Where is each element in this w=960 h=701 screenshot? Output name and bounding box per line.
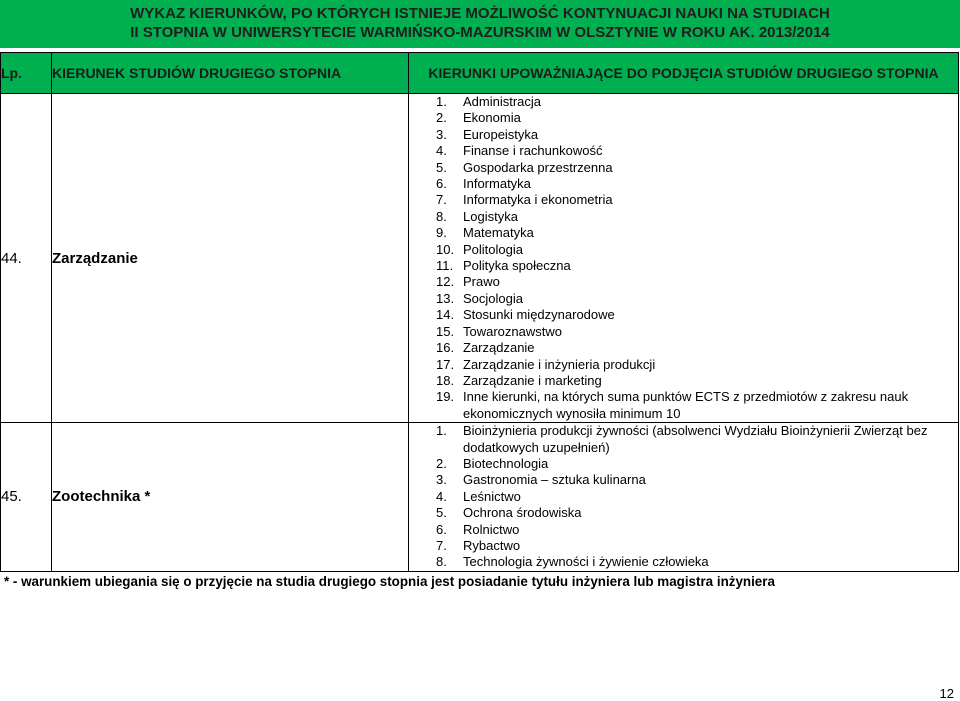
list-item-text: Rybactwo bbox=[463, 537, 521, 553]
list-item-text: Ekonomia bbox=[463, 110, 521, 126]
list-item-text: Informatyka i ekonometria bbox=[463, 192, 613, 208]
table-row bbox=[1, 423, 959, 572]
list-item bbox=[409, 160, 958, 176]
list-item-text: Gospodarka przestrzenna bbox=[463, 159, 613, 175]
list-item bbox=[409, 274, 958, 290]
list-item bbox=[409, 554, 958, 570]
list-item bbox=[409, 307, 958, 323]
column-header-lp: Lp. bbox=[1, 53, 52, 94]
list-item-text: Europeistyka bbox=[463, 126, 539, 142]
list-item-text: Rolnictwo bbox=[463, 521, 520, 537]
list-item-text: Socjologia bbox=[463, 290, 523, 306]
list-item bbox=[409, 389, 958, 422]
list-item bbox=[409, 209, 958, 225]
list-item-number: 8. bbox=[436, 554, 447, 570]
eligible-programs-list bbox=[409, 423, 958, 571]
table-row bbox=[1, 94, 959, 423]
row-number: 44. bbox=[1, 94, 52, 423]
list-item bbox=[409, 505, 958, 521]
list-item-number: 2. bbox=[436, 455, 447, 471]
list-item bbox=[409, 291, 958, 307]
list-item-number: 1. bbox=[436, 423, 447, 439]
list-item-number: 7. bbox=[436, 192, 447, 208]
list-item bbox=[409, 143, 958, 159]
footnote: * - warunkiem ubiegania się o przyjęcie na studia drugiego stopnia jest posiadanie tytułu inżyniera lub magistra inżyniera bbox=[4, 574, 775, 589]
list-item-number: 4. bbox=[436, 488, 447, 504]
list-item-text: Zarządzanie i inżynieria produkcji bbox=[463, 356, 656, 372]
list-item-number: 10. bbox=[436, 241, 455, 257]
list-item bbox=[409, 94, 958, 110]
list-item-number: 6. bbox=[436, 176, 447, 192]
list-item bbox=[409, 456, 958, 472]
eligible-programs-cell bbox=[409, 94, 959, 423]
list-item-number: 3. bbox=[436, 472, 447, 488]
document-title-line-1: WYKAZ KIERUNKÓW, PO KTÓRYCH ISTNIEJE MOŻLIWOŚĆ KONTYNUACJI NAUKI NA STUDIACH bbox=[130, 5, 830, 22]
list-item-number: 7. bbox=[436, 537, 447, 553]
list-item-number: 4. bbox=[436, 143, 447, 159]
list-item bbox=[409, 489, 958, 505]
list-item-text: Technologia żywności i żywienie człowieka bbox=[463, 554, 709, 570]
list-item-text: Towaroznawstwo bbox=[463, 323, 562, 339]
list-item bbox=[409, 423, 958, 456]
list-item-text: Prawo bbox=[463, 274, 500, 290]
list-item-number: 9. bbox=[436, 225, 447, 241]
programs-table bbox=[0, 52, 959, 572]
list-item bbox=[409, 242, 958, 258]
list-item-text: Biotechnologia bbox=[463, 455, 549, 471]
list-item-text: Gastronomia – sztuka kulinarna bbox=[463, 472, 646, 488]
table-header-row bbox=[1, 53, 959, 94]
list-item-number: 14. bbox=[436, 307, 455, 323]
list-item bbox=[409, 538, 958, 554]
list-item bbox=[409, 472, 958, 488]
program-name: Zarządzanie bbox=[52, 94, 409, 423]
list-item-text: Ochrona środowiska bbox=[463, 505, 582, 521]
row-number: 45. bbox=[1, 423, 52, 572]
list-item bbox=[409, 176, 958, 192]
document-title-line-2: II STOPNIA W UNIWERSYTECIE WARMIŃSKO-MAZURSKIM W OLSZTYNIE W ROKU AK. 2013/2014 bbox=[130, 24, 830, 41]
list-item bbox=[409, 357, 958, 373]
list-item-text: Bioinżynieria produkcji żywności (absolwenci Wydziału Bioinżynierii Zwierząt bez dodatkowych uzupełnień) bbox=[463, 423, 928, 455]
list-item bbox=[409, 522, 958, 538]
list-item-number: 15. bbox=[436, 323, 455, 339]
list-item-text: Logistyka bbox=[463, 208, 518, 224]
list-item-text: Stosunki międzynarodowe bbox=[463, 307, 615, 323]
page-number: 12 bbox=[939, 686, 954, 701]
list-item-text: Polityka społeczna bbox=[463, 258, 571, 274]
column-header-uprawniajace: KIERUNKI UPOWAŻNIAJĄCE DO PODJĘCIA STUDIÓW DRUGIEGO STOPNIA bbox=[409, 53, 959, 94]
list-item-number: 8. bbox=[436, 208, 447, 224]
list-item-number: 19. bbox=[436, 389, 455, 405]
list-item-number: 18. bbox=[436, 372, 455, 388]
list-item-number: 5. bbox=[436, 505, 447, 521]
document-title-band bbox=[0, 0, 960, 48]
eligible-programs-list bbox=[409, 94, 958, 422]
list-item bbox=[409, 127, 958, 143]
list-item-text: Finanse i rachunkowość bbox=[463, 143, 603, 159]
list-item-text: Inne kierunki, na których suma punktów ECTS z przedmiotów z zakresu nauk ekonomicznych wynosiła minimum 10 bbox=[463, 389, 909, 421]
list-item-text: Politologia bbox=[463, 241, 523, 257]
list-item bbox=[409, 110, 958, 126]
program-name: Zootechnika * bbox=[52, 423, 409, 572]
list-item-number: 11. bbox=[436, 258, 454, 274]
list-item-number: 2. bbox=[436, 110, 447, 126]
list-item-number: 3. bbox=[436, 126, 447, 142]
list-item bbox=[409, 225, 958, 241]
list-item-number: 17. bbox=[436, 356, 455, 372]
list-item bbox=[409, 340, 958, 356]
list-item-text: Matematyka bbox=[463, 225, 534, 241]
list-item-number: 5. bbox=[436, 159, 447, 175]
list-item bbox=[409, 324, 958, 340]
list-item-number: 13. bbox=[436, 290, 455, 306]
list-item-number: 12. bbox=[436, 274, 455, 290]
list-item-text: Informatyka bbox=[463, 176, 531, 192]
eligible-programs-cell bbox=[409, 423, 959, 572]
column-header-kierunek: KIERUNEK STUDIÓW DRUGIEGO STOPNIA bbox=[52, 53, 409, 94]
list-item-number: 6. bbox=[436, 521, 447, 537]
list-item-text: Leśnictwo bbox=[463, 488, 521, 504]
list-item-text: Administracja bbox=[463, 94, 542, 109]
list-item-text: Zarządzanie i marketing bbox=[463, 372, 602, 388]
list-item-number: 1. bbox=[436, 94, 447, 109]
list-item-number: 16. bbox=[436, 340, 455, 356]
list-item-text: Zarządzanie bbox=[463, 340, 535, 356]
list-item bbox=[409, 258, 958, 274]
list-item bbox=[409, 192, 958, 208]
list-item bbox=[409, 373, 958, 389]
